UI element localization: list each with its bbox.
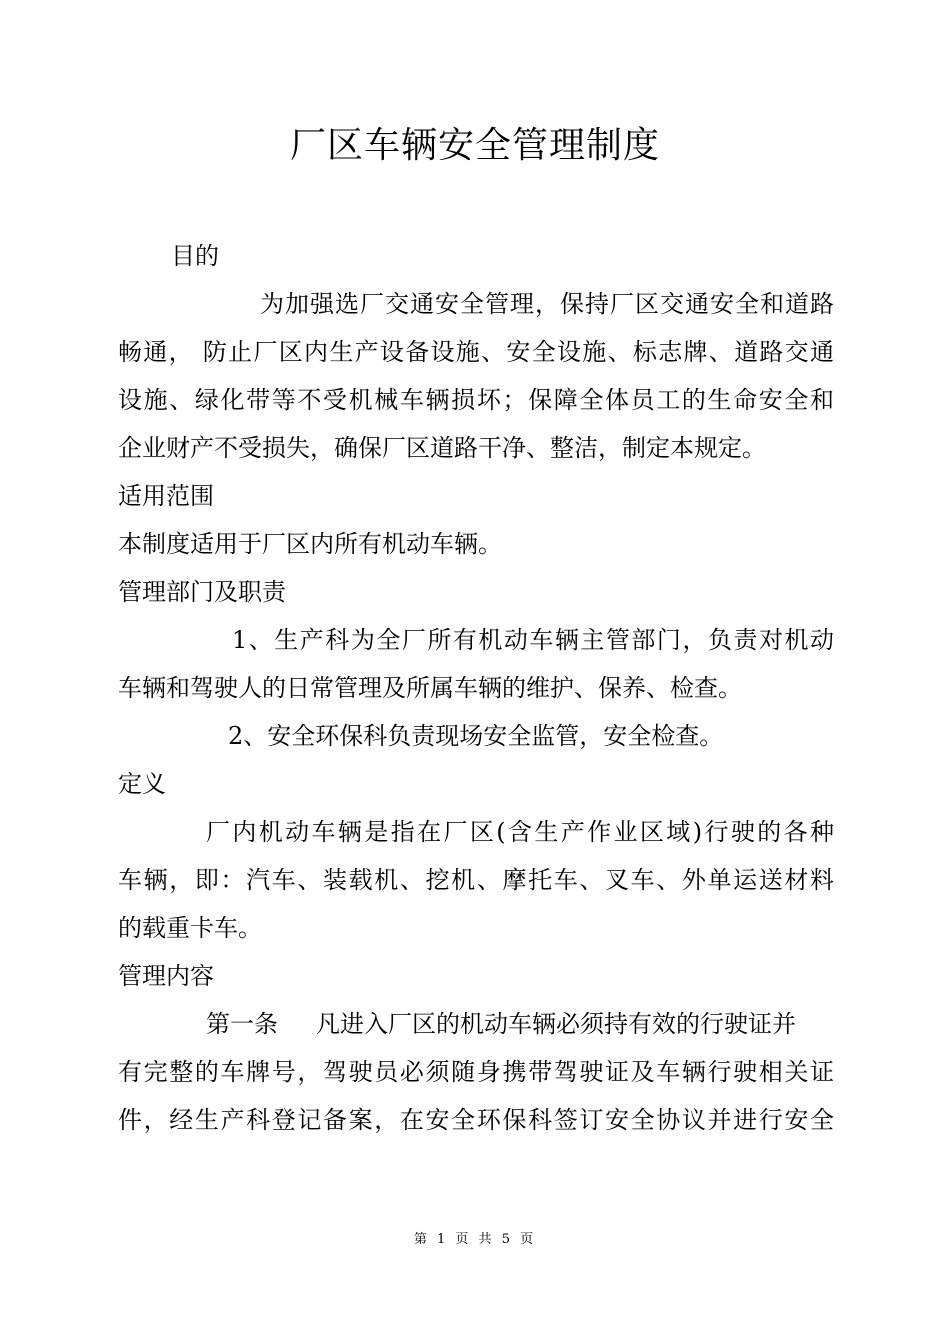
departments-item1-line-2: 车辆和驾驶人的日常管理及所属车辆的维护、保养、检查。 — [118, 674, 742, 702]
definition-line-2: 车辆，即：汽车、装载机、挖机、摩托车、叉车、外单运送材料 — [118, 866, 834, 894]
departments-item2: 2、安全环保科负责现场安全监管，安全检查。 — [228, 722, 724, 750]
purpose-line-2: 畅通， 防止厂区内生产设备设施、安全设施、标志牌、道路交通 — [118, 338, 834, 366]
article-1-label: 第一条 — [206, 1010, 278, 1038]
page-title: 厂区车辆安全管理制度 — [289, 125, 660, 166]
purpose-line-3: 设施、绿化带等不受机械车辆损坏；保障全体员工的生命安全和 — [118, 386, 834, 414]
section-heading-definition: 定义 — [118, 770, 166, 798]
article-1-line-2: 有完整的车牌号，驾驶员必须随身携带驾驶证及车辆行驶相关证 — [118, 1058, 834, 1086]
article-1-first-text: 凡进入厂区的机动车辆必须持有效的行驶证并 — [316, 1010, 796, 1038]
departments-item1-line-1: 1、生产科为全厂所有机动车辆主管部门，负责对机动 — [232, 626, 834, 654]
purpose-line-1: 为加强选厂交通安全管理，保持厂区交通安全和道路 — [260, 290, 834, 318]
section-heading-content: 管理内容 — [118, 962, 214, 990]
section-heading-purpose: 目的 — [171, 242, 219, 270]
page-footer: 第 1 页 共 5 页 — [413, 1232, 537, 1247]
definition-line-3: 的载重卡车。 — [118, 914, 262, 942]
article-1-line-1 — [118, 1000, 834, 1048]
purpose-line-4: 企业财产不受损失，确保厂区道路干净、整洁，制定本规定。 — [118, 434, 766, 462]
document-body — [118, 232, 834, 1144]
section-heading-scope: 适用范围 — [118, 482, 214, 510]
definition-line-1: 厂内机动车辆是指在厂区(含生产作业区域)行驶的各种 — [206, 818, 834, 846]
section-heading-departments: 管理部门及职责 — [118, 578, 286, 606]
article-1-line-3: 件，经生产科登记备案，在安全环保科签订安全协议并进行安全 — [118, 1106, 834, 1134]
scope-text: 本制度适用于厂区内所有机动车辆。 — [118, 530, 502, 558]
